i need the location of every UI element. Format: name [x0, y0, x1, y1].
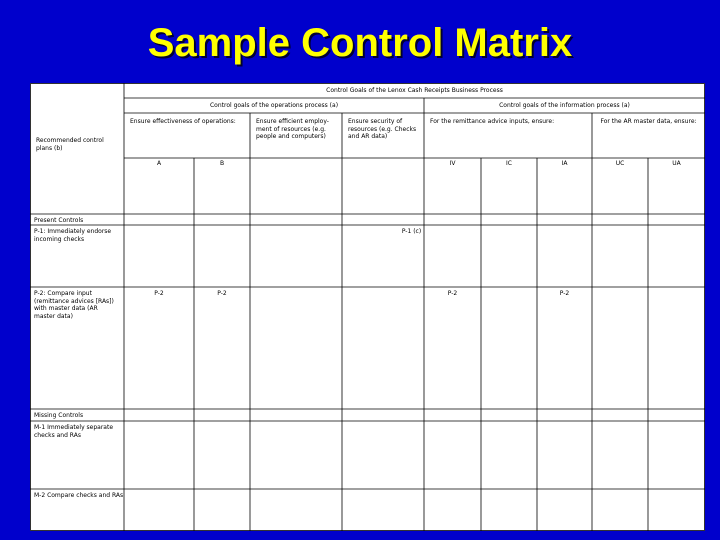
effectiveness-header: Ensure effectiveness of operations: — [130, 118, 236, 125]
ar-master-header: For the AR master data, ensure: — [600, 118, 697, 125]
information-goals-header: Control goals of the information process (a) — [499, 102, 630, 109]
m1-control-label: M-1 Immediately separate checks and RAs — [34, 424, 114, 439]
p2-control-label: P-2: Compare input (remittance advices [RAs]) with master data (AR master data) — [34, 290, 114, 320]
control-matrix-table — [30, 83, 705, 531]
missing-controls-label: Missing Controls — [34, 412, 84, 419]
p2-mark-col-iv: P-2 — [447, 290, 458, 297]
col-a-header: A — [156, 160, 162, 167]
col-ic-header: IC — [506, 160, 512, 167]
col-b-header: B — [219, 160, 225, 167]
present-controls-label: Present Controls — [34, 217, 84, 224]
security-header: Ensure security of resources (e.g. Checks and AR data) — [348, 118, 417, 140]
p2-mark-col-a: P-2 — [154, 290, 164, 297]
col-ua-header: UA — [672, 160, 681, 167]
recommended-control-plans-label: Recommended control plans (b) — [36, 137, 104, 152]
col-iv-header: IV — [449, 160, 456, 167]
remittance-header: For the remittance advice inputs, ensure: — [430, 118, 555, 125]
p2-mark-col-ia: P-2 — [559, 290, 570, 297]
table-grid-lines — [30, 83, 705, 531]
col-ia-header: IA — [561, 160, 568, 167]
m2-control-label: M-2 Compare checks and RAs — [34, 492, 124, 499]
p2-mark-col-b: P-2 — [217, 290, 227, 297]
p1-control-label: P-1: Immediately endorse incoming checks — [34, 228, 112, 243]
slide-title: Sample Control Matrix — [147, 21, 573, 65]
efficient-employment-header: Ensure efficient employ-ment of resources (e.g. people and computers) — [256, 118, 329, 140]
p1-mark: P-1 (c) — [401, 228, 422, 235]
col-uc-header: UC — [615, 160, 625, 167]
matrix-header: Control Goals of the Lenox Cash Receipts Business Process — [326, 87, 503, 94]
operations-goals-header: Control goals of the operations process (a) — [209, 102, 339, 109]
